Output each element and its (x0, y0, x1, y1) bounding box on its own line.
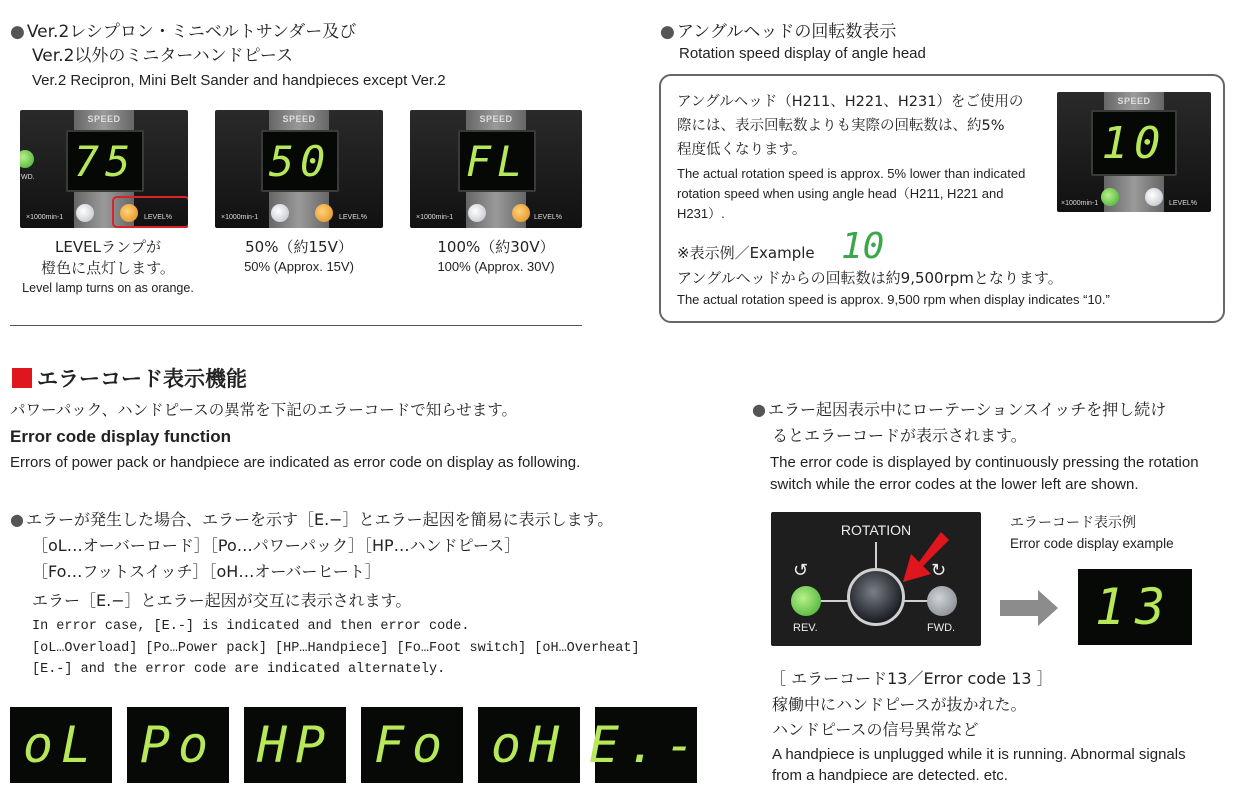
fwd-lamp (927, 586, 957, 616)
caption-100: 100%（約30V） 100% (Approx. 30V) (437, 238, 555, 274)
error-bullet-en: In error case, [E.-] is indicated and then error code. [oL…Overload] [Po…Power pack] [HP…Handpiece] [Fo…Foot switch] [oH…Overheat] [E.-] and the error code are indicated alternately. (32, 619, 640, 677)
error-desc-en: Errors of power pack or handpiece are indicated as error code on display as following. (10, 454, 581, 471)
caption-level-lamp: LEVELランプが 橙色に点灯します。 Level lamp turns on as orange. (22, 238, 194, 295)
red-square-marker (12, 368, 32, 388)
fwd-label: FWD. (927, 622, 956, 634)
error-title-en: Error code display function (10, 427, 232, 446)
rev-lamp (791, 586, 821, 616)
white-lamp (1145, 188, 1163, 206)
result-en: The actual rotation speed is approx. 9,500 rpm when display indicates “10.” (677, 292, 1110, 307)
divider (10, 325, 582, 326)
angle-head-panel: SPEED 10 ×1000min-1 LEVEL% (1057, 92, 1211, 212)
white-lamp (76, 204, 94, 222)
error-code-display-ol: oL (10, 707, 112, 783)
white-lamp (468, 204, 486, 222)
error-code-display-oh: oH (478, 707, 580, 783)
example-label-jp: エラーコード表示例 (1010, 515, 1136, 531)
display-digits: 75 (73, 136, 137, 186)
error-code-13-display: 13 (1078, 569, 1192, 645)
display-digits: FL (465, 136, 529, 186)
heading-ver2-line1: ● Ver.2レシプロン・ミニベルトサンダー及び (10, 20, 356, 44)
example-label: ※表示例／Example (677, 244, 815, 262)
red-pointer-arrow-icon (897, 528, 953, 586)
display-digits: 10 (1101, 117, 1167, 169)
error-section-title: エラーコード表示機能 (37, 367, 247, 391)
level-lamp (512, 204, 530, 222)
right-arrow-icon (1000, 590, 1060, 626)
fwd-arrow-icon: ↻ (931, 560, 947, 581)
error-bullet-line4: エラー［E.−］とエラー起因が交互に表示されます。 (32, 591, 412, 610)
error-code-display-po: Po (127, 707, 229, 783)
error-code-13-jp2: ハンドピースの信号異常など (772, 720, 979, 739)
rev-lamp (20, 150, 34, 168)
level-lamp (315, 204, 333, 222)
device-panel-fl: SPEED FL ×1000min-1 LEVEL% (410, 110, 582, 228)
error-code-13-heading: ［ エラーコード13／Error code 13 ］ (770, 669, 1053, 688)
example-label-en: Error code display example (1010, 536, 1174, 551)
error-bullet-line2: ［oL…オーバーロード］［Po…パワーパック］［HP…ハンドピース］ (32, 536, 521, 555)
device-panel-75: SPEED 75 WD. ×1000min-1 LEVEL% (20, 110, 188, 228)
rotation-bullet: ● エラー起因表示中にローテーションスイッチを押し続け (752, 397, 1166, 420)
error-code-display-fo: Fo (361, 707, 463, 783)
error-bullet: ● エラーが発生した場合、エラーを示す［E.−］とエラー起因を簡易に表示します。 (10, 508, 613, 532)
error-bullet-line3: ［Fo…フットスイッチ］［oH…オーバーヒート］ (32, 562, 381, 581)
error-code-13-en: A handpiece is unplugged while it is running. Abnormal signals from a handpiece are detected. etc. (772, 746, 1186, 784)
heading-angle-head: ● アングルヘッドの回転数表示 (660, 20, 896, 44)
display-digits: 50 (268, 136, 332, 186)
rotation-label: ROTATION (840, 522, 912, 538)
device-panel-50: SPEED 50 ×1000min-1 LEVEL% (215, 110, 383, 228)
error-desc-jp: パワーパック、ハンドピースの異常を下記のエラーコードで知らせます。 (10, 401, 518, 419)
error-code-display-hp: HP (244, 707, 346, 783)
caption-50: 50%（約15V） 50% (Approx. 15V) (244, 238, 354, 274)
green-lamp (1101, 188, 1119, 206)
heading-ver2-line2: Ver.2以外のミニターハンドピース (32, 46, 294, 66)
rotation-bullet-line2: るとエラーコードが表示されます。 (772, 426, 1027, 445)
error-code-display-e: E.- (595, 707, 697, 783)
white-lamp (271, 204, 289, 222)
rev-label: REV. (793, 622, 818, 634)
rev-arrow-icon: ↺ (793, 560, 809, 581)
heading-ver2-en: Ver.2 Recipron, Mini Belt Sander and handpieces except Ver.2 (32, 72, 446, 89)
error-code-13-jp1: 稼働中にハンドピースが抜かれた。 (772, 695, 1027, 714)
result-jp: アングルヘッドからの回転数は約9,500rpmとなります。 (677, 269, 1063, 287)
rotation-switch-panel (771, 512, 981, 646)
angle-head-info-box: アングルヘッド（H211、H221、H231）をご使用の 際には、表示回転数よりも実際の回転数は、約5% 程度低くなります。 The actual rotation speed is approx. 5% lower than indicated rotation speed when using angle head（H211, H221 and H231）. ※表示例／Example 10 アングルヘッドからの回転数は約9,500rpmとなります。 The actual rotation speed is approx. 9,500 rpm when display indicates “10.” SPEED 10 ×1000min-1 LEVEL% (659, 74, 1225, 323)
highlight-box (112, 196, 188, 228)
rotation-desc-en: The error code is displayed by continuously pressing the rotation switch while the error codes at the lower left are shown. (770, 454, 1199, 493)
example-value: 10 (841, 226, 885, 267)
heading-angle-head-en: Rotation speed display of angle head (679, 45, 926, 62)
